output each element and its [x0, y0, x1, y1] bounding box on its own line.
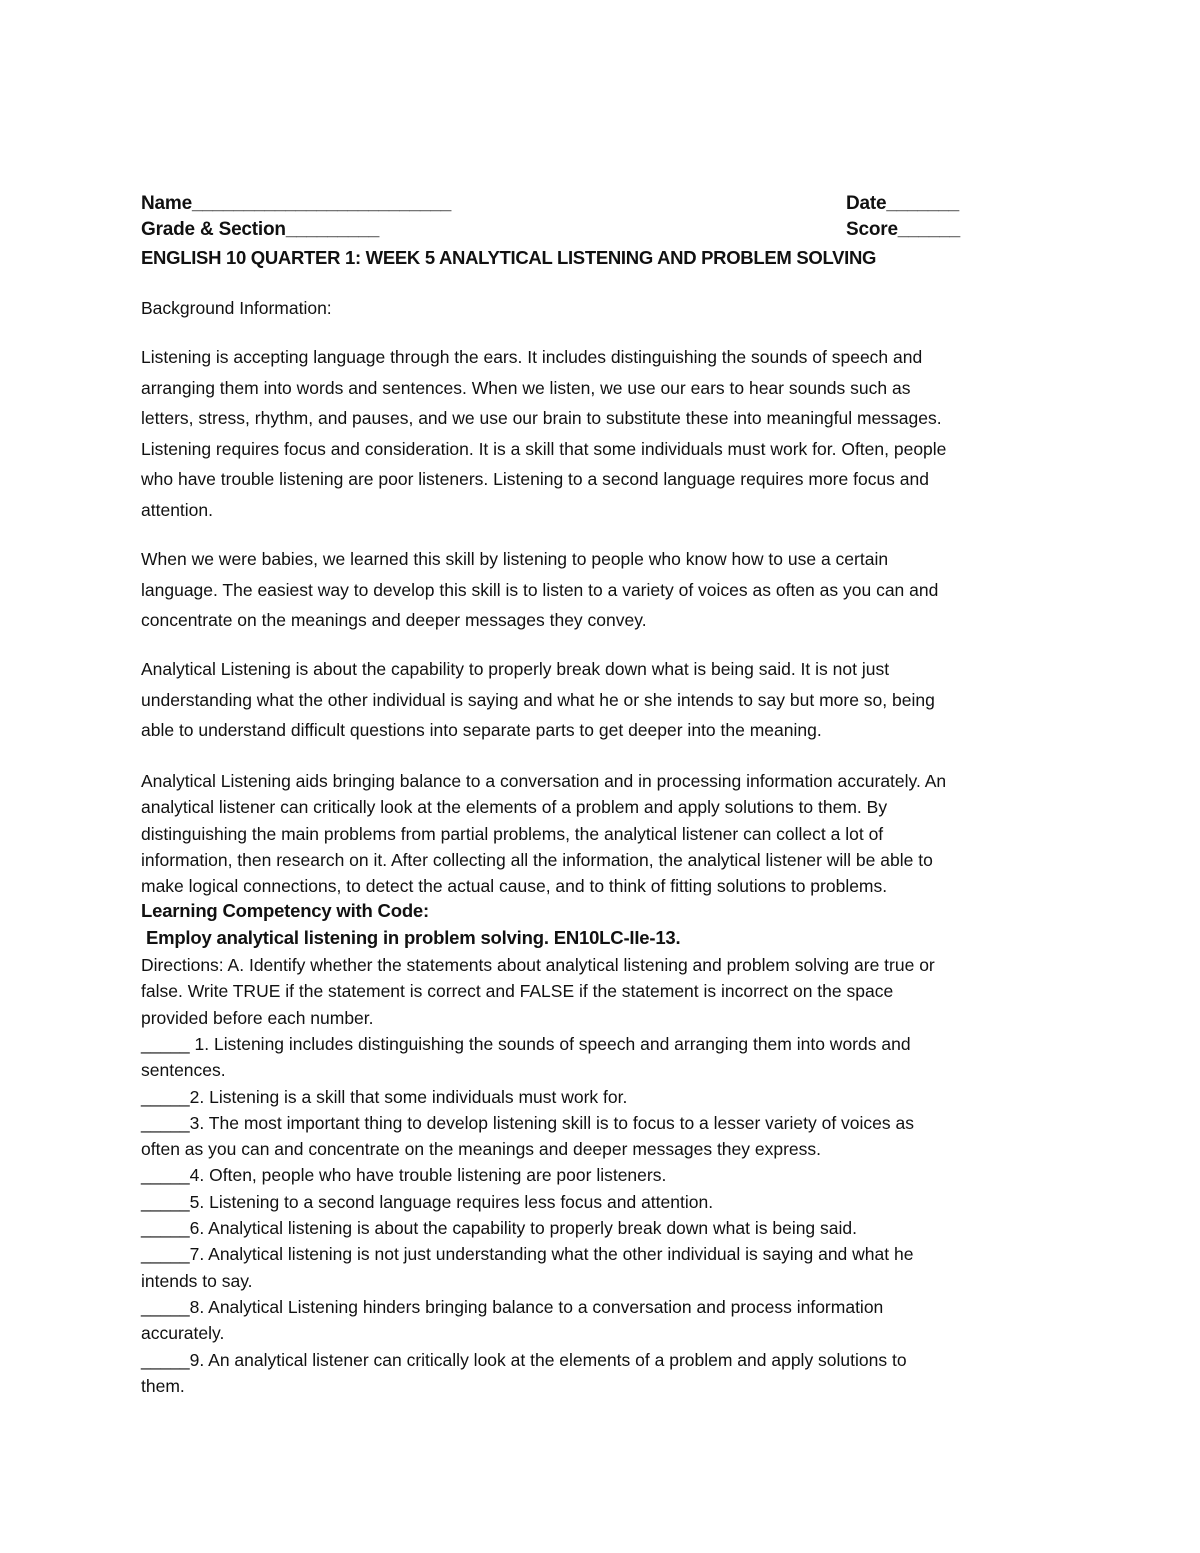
- paragraph-listening: [141, 342, 1066, 525]
- item-line: accurately.: [141, 1323, 225, 1344]
- competency-label: Learning Competency with Code:: [141, 900, 429, 921]
- directions-line: provided before each number.: [141, 1007, 374, 1028]
- paragraph-line: concentrate on the meanings and deeper messages they convey.: [141, 610, 647, 630]
- date-field: Date_______: [846, 193, 959, 214]
- paragraph-babies: [141, 544, 1066, 636]
- competency-text: Employ analytical listening in problem solving. EN10LC-IIe-13.: [141, 927, 681, 948]
- directions-line: false. Write TRUE if the statement is correct and FALSE if the statement is incorrect on the space: [141, 981, 894, 1002]
- item-line: _____4. Often, people who have trouble listening are poor listeners.: [141, 1165, 667, 1186]
- paragraph-line: information, then research on it. After collecting all the information, the analytical listener will be able to: [141, 849, 933, 870]
- paragraph-analytical-benefits: [141, 768, 1066, 899]
- item-line: often as you can and concentrate on the meanings and deeper messages they express.: [141, 1139, 822, 1160]
- paragraph-line: Analytical Listening is about the capability to properly break down what is being said. It is not just: [141, 659, 890, 679]
- item-line: _____6. Analytical listening is about the capability to properly break down what is being said.: [141, 1218, 857, 1239]
- paragraph-line: make logical connections, to detect the actual cause, and to think of fitting solutions to problems.: [141, 876, 888, 897]
- item-line: _____7. Analytical listening is not just understanding what the other individual is saying and what he: [141, 1244, 914, 1265]
- worksheet-title: ENGLISH 10 QUARTER 1: WEEK 5 ANALYTICAL LISTENING AND PROBLEM SOLVING: [141, 247, 877, 268]
- item-line: intends to say.: [141, 1270, 253, 1291]
- paragraph-line: distinguishing the main problems from partial problems, the analytical listener can collect a lot of: [141, 823, 884, 844]
- name-field: Name_________________________: [141, 193, 452, 214]
- paragraph-line: language. The easiest way to develop this skill is to listen to a variety of voices as often as you can and: [141, 579, 939, 600]
- item-line: them.: [141, 1375, 185, 1396]
- item-line: _____2. Listening is a skill that some individuals must work for.: [141, 1086, 628, 1107]
- paragraph-line: attention.: [141, 499, 213, 520]
- true-false-items: [141, 1031, 1066, 1399]
- paragraph-line: analytical listener can critically look at the elements of a problem and apply solutions to them. By: [141, 797, 888, 818]
- item-line: _____3. The most important thing to develop listening skill is to focus to a lesser variety of voices as: [141, 1112, 914, 1133]
- item-line: _____9. An analytical listener can critically look at the elements of a problem and apply solutions to: [141, 1349, 907, 1370]
- paragraph-line: letters, stress, rhythm, and pauses, and we use our brain to substitute these into meaningful messages.: [141, 408, 942, 428]
- item-line: sentences.: [141, 1060, 226, 1081]
- item-line: _____ 1. Listening includes distinguishing the sounds of speech and arranging them into words and: [141, 1034, 911, 1054]
- paragraph-line: Listening is accepting language through the ears. It includes distinguishing the sounds of speech and: [141, 347, 923, 367]
- directions-line: Directions: A. Identify whether the statements about analytical listening and problem solving are true or: [141, 955, 935, 975]
- paragraph-line: Analytical Listening aids bringing balance to a conversation and in processing information accurately. An: [141, 771, 947, 791]
- item-line: _____5. Listening to a second language requires less focus and attention.: [141, 1191, 714, 1212]
- paragraph-line: arranging them into words and sentences. When we listen, we use our ears to hear sounds such as: [141, 377, 911, 398]
- score-field: Score______: [846, 219, 961, 240]
- item-line: _____8. Analytical Listening hinders bringing balance to a conversation and process information: [141, 1296, 884, 1317]
- paragraph-analytical-definition: [141, 654, 1066, 746]
- directions: [141, 952, 1066, 1031]
- paragraph-line: Listening requires focus and consideration. It is a skill that some individuals must work for. Often, people: [141, 438, 947, 459]
- paragraph-line: who have trouble listening are poor listeners. Listening to a second language requires more focus and: [141, 469, 929, 489]
- paragraph-line: able to understand difficult questions into separate parts to get deeper into the meaning.: [141, 720, 822, 740]
- grade-section-field: Grade & Section_________: [141, 219, 380, 240]
- paragraph-line: When we were babies, we learned this skill by listening to people who know how to use a certain: [141, 549, 889, 569]
- paragraph-line: understanding what the other individual is saying and what he or she intends to say but more so, being: [141, 689, 935, 710]
- background-label: Background Information:: [141, 298, 332, 318]
